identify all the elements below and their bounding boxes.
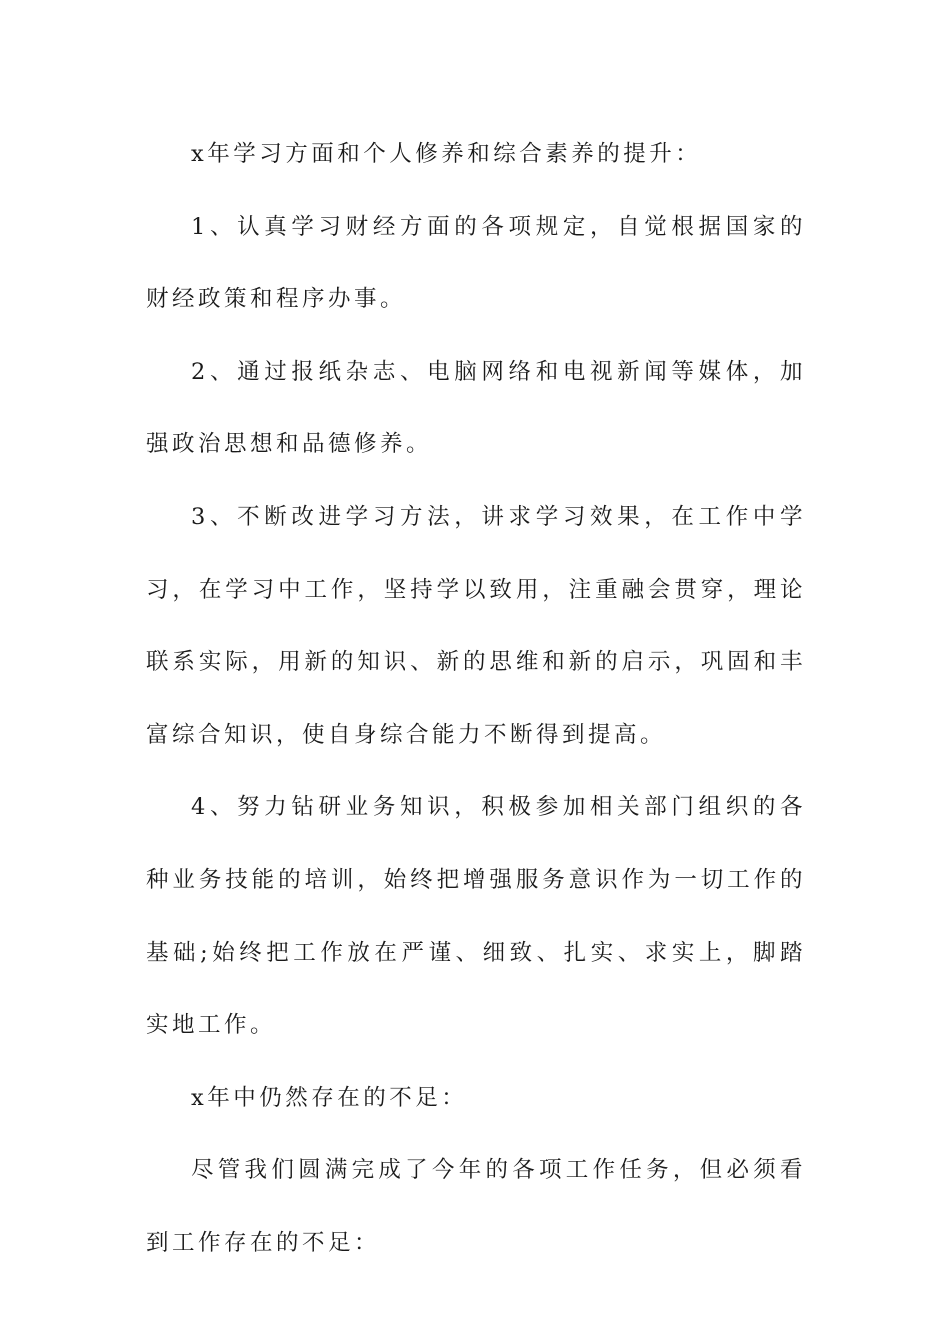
document-body <box>146 118 806 1280</box>
paragraph-shortcomings-intro: 尽管我们圆满完成了今年的各项工作任务，但必须看到工作存在的不足： <box>146 1157 806 1256</box>
paragraph-heading-study: x年学习方面和个人修养和综合素养的提升： <box>191 141 702 167</box>
paragraph-item-3: 3、不断改进学习方法，讲求学习效果，在工作中学习，在学习中工作，坚持学以致用，注重融会贯穿，理论联系实际，用新的知识、新的思维和新的启示，巩固和丰富综合知识，使自身综合能力不断得到提高。 <box>146 503 806 748</box>
paragraph-heading-shortcomings: x年中仍然存在的不足： <box>191 1084 468 1111</box>
paragraph-item-2: 2、通过报纸杂志、电脑网络和电视新闻等媒体，加强政治思想和品德修养。 <box>146 358 806 458</box>
paragraph-item-1: 1、认真学习财经方面的各项规定，自觉根据国家的财经政策和程序办事。 <box>146 213 806 313</box>
paragraph-item-4: 4、努力钻研业务知识，积极参加相关部门组织的各种业务技能的培训，始终把增强服务意识作为一切工作的基础;始终把工作放在严谨、细致、扎实、求实上，脚踏实地工作。 <box>146 794 806 1039</box>
